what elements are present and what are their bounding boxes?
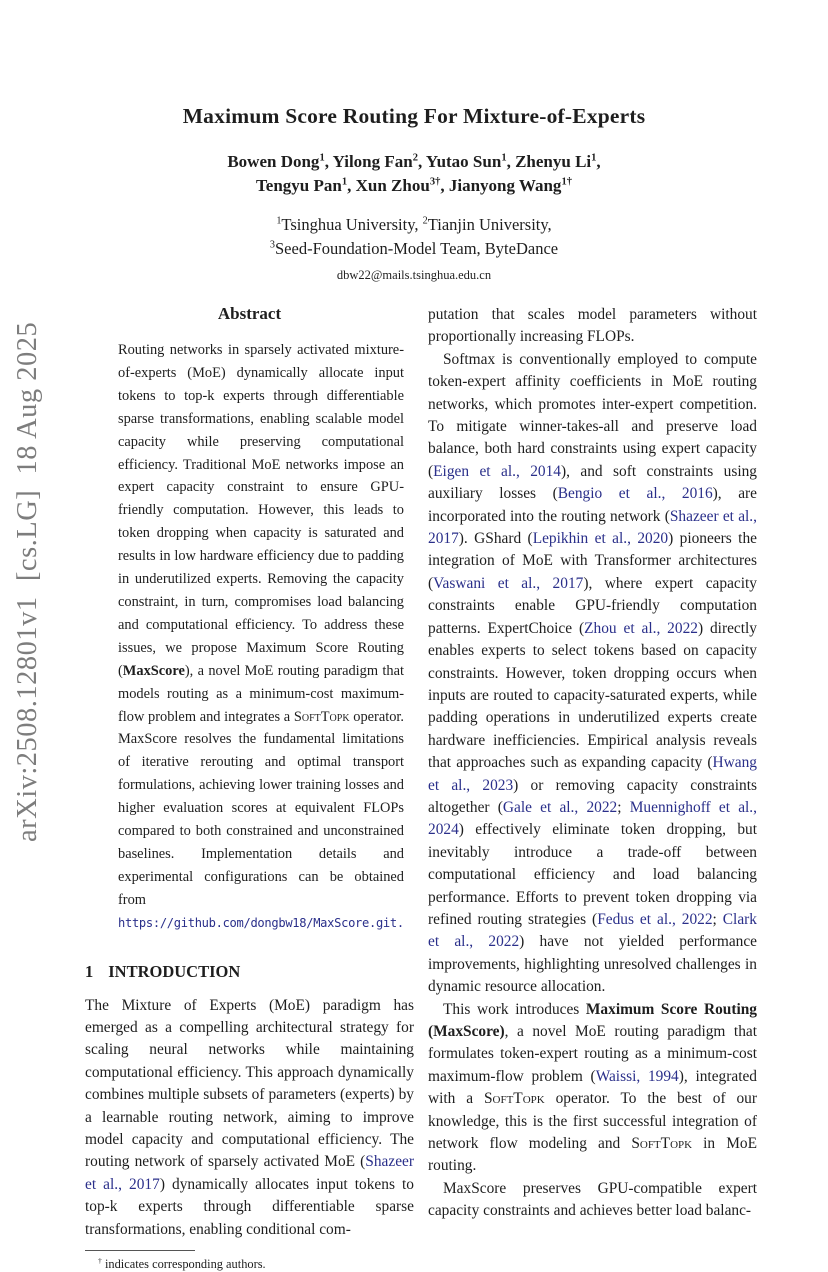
text-run: The Mixture of Experts (MoE) paradigm has emerged as a compelling architectural strategy for scaling neural networks while maintaining computational efficiency. This approach dynamically combines multiple subsets of parameters (experts) by a learnable routing network, aiming to improve model capacity and computational efficiency. The routing network of sparsely activated MoE ( [85, 996, 414, 1171]
section-number: 1 [85, 961, 94, 981]
text-run: ) dynamically allocates input tokens to top-k experts through differentiable sparse transformations, enabling conditional com- [85, 1175, 414, 1238]
text-run: operator. MaxScore resolves the fundamental limitations of iterative rerouting and optimal transport formulations, achieving lower training losses and higher evaluation scores at equivalent FLOPs compared to both constrained and unconstrained baselines. Implementation details and experimental configurations can be obtained from [118, 708, 404, 908]
citation-link[interactable]: Fedus et al., 2022 [597, 910, 713, 928]
citation-link[interactable]: Hwang et al., 2023 [428, 754, 757, 794]
text-run: Softmax is conventionally employed to compute token-expert affinity coefficients in MoE routing networks, which promotes inter-expert competition. To mitigate winner-takes-all and preserve load balance, both hard constraints using expert capacity ( [428, 350, 757, 480]
text-run: ), where expert capacity constraints enable GPU-friendly computation patterns. ExpertChoice ( [428, 574, 757, 637]
text-run: ) effectively eliminate token dropping, but inevitably introduce a trade-off between computational efficiency and load balancing performance. Efforts to prevent token dropping via refined routing strategies ( [428, 821, 757, 928]
text-run: 3† [429, 175, 441, 187]
text-run: SoftTopk [293, 708, 350, 725]
text-run: This work introduces [443, 1000, 586, 1018]
text-run: , Zhenyu Li [506, 152, 592, 171]
text-run: 1 [341, 175, 348, 187]
text-run: ) or removing capacity constraints altogether ( [428, 776, 757, 816]
text-run: , Jianyong Wang [440, 175, 562, 195]
authors-line-1 [0, 150, 828, 174]
text-run: 1† [561, 175, 572, 187]
text-run: Tianjin University, [427, 215, 552, 234]
text-run: MaxScore [122, 662, 185, 679]
author-list [0, 150, 828, 197]
text-run: , a novel MoE routing paradigm that formulates token-expert routing as a minimum-cost maximum-flow problem ( [428, 1023, 757, 1085]
citation-link[interactable]: Lepikhin et al., 2020 [532, 530, 669, 548]
text-run: ), are incorporated into the routing network ( [428, 485, 757, 525]
text-run: 1 [501, 152, 507, 164]
text-run: ) pioneers the integration of MoE with Transformer architectures ( [428, 530, 757, 592]
text-run: ), a novel MoE routing paradigm that models routing as a minimum-cost maximum-flow problem and integrates a [118, 662, 404, 725]
contact-email: dbw22@mails.tsinghua.edu.cn [336, 268, 492, 282]
text-run: ), and soft constraints using auxiliary losses ( [428, 462, 757, 503]
citation-link[interactable]: Bengio et al., 2016 [557, 485, 713, 503]
paper-header [0, 0, 828, 283]
text-run: Maximum Score Routing (MaxScore) [428, 1000, 757, 1040]
section-title: INTRODUCTION [108, 961, 241, 981]
citation-link[interactable]: Gale et al., 2022 [502, 798, 618, 816]
text-run: ; [712, 910, 723, 928]
text-run: operator. To the best of our knowledge, this is the first successful integration of network flow modeling and [428, 1090, 757, 1153]
citation-link[interactable]: Shazeer et al., 2017 [85, 1153, 414, 1193]
citation-link[interactable]: Shazeer et al., 2017 [428, 507, 757, 548]
text-run: ). GShard ( [458, 530, 533, 548]
affiliation-line-1 [0, 213, 828, 237]
two-column-body [85, 304, 757, 1272]
paper-title: Maximum Score Routing For Mixture-of-Experts [182, 104, 646, 128]
text-run: 2 [422, 215, 428, 227]
left-column [85, 304, 414, 1272]
text-run: 1 [276, 215, 282, 227]
text-run: ) directly enables experts to select tokens based on capacity constraints. However, token dropping occurs when inputs are routed to capacity-saturated experts, while padding operations in underutilized experts create hardware inefficiencies. Empirical analysis reveals that approaches such as expanding capacity ( [428, 619, 757, 772]
text-run: putation that scales model parameters without proportionally increasing FLOPs. [428, 306, 757, 346]
body-paragraph [428, 349, 757, 999]
repository-url-link[interactable]: https://github.com/dongbw18/MaxScore.git. [118, 915, 404, 930]
text-run: in MoE routing. [428, 1135, 757, 1175]
text-run: , Yutao Sun [417, 152, 502, 171]
footnote [85, 1250, 414, 1272]
affiliation-line-2 [0, 237, 828, 261]
footnote-text [85, 1256, 414, 1272]
text-run: ; [617, 798, 630, 816]
body-paragraph [428, 999, 757, 1178]
citation-link[interactable]: Clark et al., 2022 [428, 910, 757, 951]
text-run: indicates corresponding authors. [101, 1257, 266, 1272]
text-run: MaxScore preserves GPU-compatible expert capacity constraints and achieves better load balanc- [428, 1179, 757, 1220]
section-heading-introduction [85, 962, 414, 982]
citation-link[interactable]: Muennighoff et al., 2024 [428, 798, 757, 839]
text-run: 2 [412, 152, 418, 164]
text-run: Tsinghua University, [281, 215, 423, 234]
arxiv-watermark: arXiv:2508.12801v1 [cs.LG] 18 Aug 2025 [12, 321, 43, 842]
text-run: Bowen Dong [227, 152, 320, 171]
authors-line-2 [0, 174, 828, 198]
text-run: 3 [269, 239, 275, 251]
citation-link[interactable]: Vaswani et al., 2017 [433, 574, 584, 592]
footnote-rule [85, 1250, 195, 1251]
citation-link[interactable]: Eigen et al., 2014 [433, 462, 561, 480]
text-run: ) have not yielded performance improvements, highlighting unresolved challenges in dynamic resource allocation. [428, 933, 758, 996]
right-column [428, 304, 757, 1223]
body-paragraph [428, 304, 757, 349]
text-run: 1 [319, 152, 325, 164]
text-run: 1 [591, 152, 597, 164]
abstract-text [85, 339, 414, 935]
text-run: Routing networks in sparsely activated mixture-of-experts (MoE) dynamically allocate input tokens to top-k experts through differentiable sparse transformations, enabling scalable model capacity while preserving computational efficiency. Traditional MoE networks impose an expert capacity constraint to ensure GPU-friendly computation. However, this leads to token dropping when capacity is saturated and results in low hardware efficiency due to padding in underutilized experts. Removing the capacity constraint, in turn, compromises load balancing and computational efficiency. To address these issues, we propose Maximum Score Routing ( [118, 342, 404, 679]
text-run: SoftTopk [483, 1090, 545, 1108]
text-run: , Xun Zhou [347, 175, 430, 195]
text-run: SoftTopk [631, 1135, 693, 1153]
abstract-heading: Abstract [217, 304, 282, 323]
text-run: † [98, 1255, 102, 1265]
text-run: Seed-Foundation-Model Team, ByteDance [275, 239, 559, 258]
text-run: , [596, 152, 601, 171]
text-run: Tengyu Pan [256, 175, 342, 195]
text-run: ), integrated with a [428, 1067, 757, 1108]
citation-link[interactable]: Zhou et al., 2022 [584, 619, 698, 637]
intro-paragraph [85, 995, 414, 1241]
citation-link[interactable]: Waissi, 1994 [595, 1067, 679, 1085]
text-run: , Yilong Fan [324, 152, 413, 171]
body-paragraph [428, 1178, 757, 1223]
affiliations [0, 213, 828, 261]
